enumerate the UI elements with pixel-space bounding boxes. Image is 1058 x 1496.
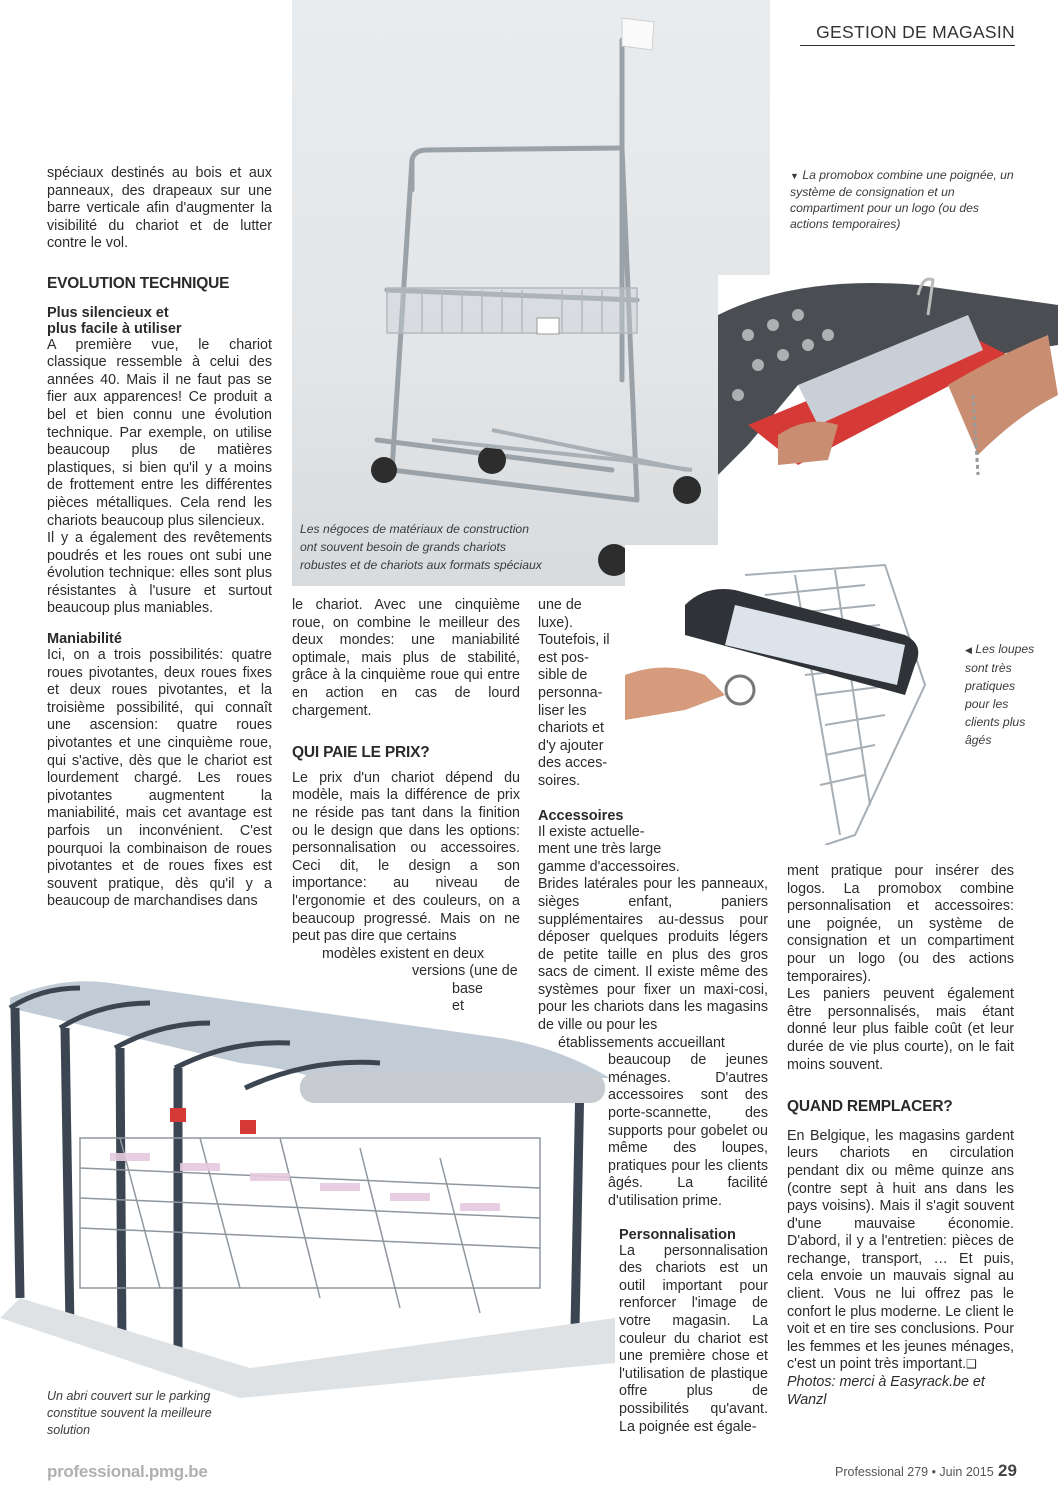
col2-tail-3: base et [452, 980, 484, 1015]
col2-tail-1: modèles existent en deux [322, 945, 485, 962]
heading-evolution: EVOLUTION TECHNIQUE [47, 274, 230, 292]
shelter-caption: Un abri couvert sur le parking constitue souvent la meilleure solution [47, 1389, 212, 1437]
col4-para-3 [787, 1128, 1014, 1374]
heading-replace: QUAND REMPLACER? [787, 1098, 953, 1116]
loupes-caption: ◀ Les loupes sont très pratiques pour les clients plus âgés [965, 642, 1035, 747]
col4-para-3-text: En Belgique, les magasins gardent leurs chariots en circulation pendant dix ou même quinze ans (contre sept à huit ans dans les pays voisins). Mais il s'agit souvent d'une mauvaise économie. D'abord, il y a l'entretien: pièces de rechange, transport, … Et puis, cela envoie un mauvais signal au client. Vous ne lui offrez pas le confort le plus moderne. Le client le voit et en tire ses conclusions. Pour les femmes et les jeunes ménages, c'est un point très important. [787, 1127, 1014, 1373]
promobox-photo [718, 275, 1058, 555]
subheading-accessoires: Accessoires [538, 807, 624, 824]
shelter-photo [0, 968, 615, 1400]
col3-line: des acces- [538, 755, 608, 772]
subheading-silent-1: Plus silencieux et [47, 304, 169, 321]
footer-site: professional.pmg.be [47, 1462, 208, 1481]
column-2 [292, 597, 520, 1016]
col3-para-2-indented: beaucoup de jeunes ménages. D'autres accessoires sont des porte-scannette, des supports pour gobelet ou même des loupes, pratiques pour les clients âgés. La facilité d'utilisation prime. [608, 1052, 768, 1209]
heading-price: QUI PAIE LE PRIX? [292, 744, 430, 762]
shelter-illustration [0, 968, 615, 1400]
subheading-maniabilite: Maniabilité [47, 631, 122, 648]
col2-tail-2: versions (une de [412, 963, 518, 980]
photo-credits: Photos: merci à Easyrack.be et Wanzl [787, 1374, 985, 1408]
col3-line: d'y ajouter [538, 737, 604, 754]
col4-para-2: Les paniers peuvent également être personnalisés, mais étant donné leur plus faible coût (et leur durée de vie plus courte), on le fait moins souvent. [787, 986, 1014, 1073]
subheading-personnalisation: Personnalisation [619, 1226, 736, 1243]
col3-acc-line-3: gamme d'accessoires. [538, 858, 680, 875]
col2-para-1: le chariot. Avec une cinquième roue, on combine le meilleur des deux mondes: une maniabilité optimale, mais plus de stabilité, grâce à la cinquième roue qui entre en action en cas de lourd chargement. [292, 597, 520, 719]
col3-narrow-block [538, 597, 613, 791]
trolley-photo [292, 0, 770, 586]
subheading-silent-2: plus facile à utiliser [47, 320, 182, 337]
col3-line: chariots et [538, 720, 604, 737]
col1-para-2: Il y a également des revêtements poudrés et les roues ont subi une évolution technique: elles sont plus résistantes à l'usure et surtout beaucoup plus maniables. [47, 530, 272, 617]
trolley-illustration [292, 0, 770, 586]
col3-line: est pos- [538, 649, 589, 666]
trolley-caption: Les négoces de matériaux de construction ont souvent besoin de grands chariots robustes et de chariots aux formats spéciaux [300, 522, 542, 572]
col2-para-2: Le prix d'un chariot dépend du modèle, mais la différence de prix ne réside pas tant dans la finition ou le design que dans les options: personnalisation ou accessoires. Ceci dit, le design a son importance: au niveau de l'ergonomie et des couleurs, on a beaucoup progressé. Mais on ne peut pas dire que certains [292, 769, 520, 945]
col3-line: liser les [538, 702, 587, 719]
column-4 [787, 863, 1014, 1409]
footer-page-number: 29 [998, 1461, 1017, 1480]
col3-line: sible de [538, 667, 588, 684]
column-3 [538, 597, 768, 1436]
col3-line: Toutefois, il [538, 632, 610, 649]
caret-down-icon: ▼ [790, 171, 799, 181]
promobox-caption: ▼ La promobox combine une poignée, un système de consignation et un compartiment pour un logo (ou des actions temporaires) [790, 168, 1014, 231]
caret-left-icon: ◀ [965, 645, 972, 655]
column-1 [47, 165, 272, 911]
section-header: GESTION DE MAGASIN [800, 22, 1015, 46]
col1-para-1: A première vue, le chariot classique ressemble à celui des années 40. Mais il ne faut pas se fier aux apparences! Ce produit a bel et bien connu une évolution technique. Par exemple, on utilise beaucoup plus de matières plastiques, si bien qu'il y a moins de frottement entre les différentes pièces métalliques. Cela rend les chariots beaucoup plus silencieux. [47, 336, 272, 529]
col3-line: personna- [538, 684, 603, 701]
col1-para-3: Ici, on a trois possibilités: quatre roues pivotantes, deux roues fixes et deux roues pivotantes, et la troisième possibilité, qui connaît une ascension: quatre roues pivotantes et une cinquième roue, qui s'active, dès que le chariot est lourdement chargé. Les roues pivotantes augmentent la maniabilité, mais cet avantage est parfois un inconvénient. C'est pourquoi la combinaison de roues pivotantes et de roues fixes est souvent pratique, dès qu'il y a beaucoup de marchandises dans [47, 647, 272, 910]
promobox-illustration [718, 275, 1058, 555]
col3-acc-line-2: ment une très large [538, 841, 662, 858]
col3-para-3: La personnalisation des chariots est un outil important pour renforcer l'image de votre magasin. La couleur du chariot est une première chose et l'utilisation de plastique offre plus de possibilités qu'avant. La poignée est égale- [619, 1242, 768, 1435]
col4-para-1: ment pratique pour insérer des logos. La promobox combine personnalisation et accessoires: une poignée, un système de consignation et un compartiment pour un logo (ou des actions temporaires). [787, 863, 1014, 985]
footer-issue: Professional 279 • Juin 2015 [835, 1465, 994, 1479]
col3-para-2: Brides latérales pour les panneaux, sièges enfant, paniers supplémentaires au-dessus pour déposer quelques produits légers de petite taille en plus des gros sacs de ciment. Il existe même des systèmes pour fixer un maxi-cosi, pour les chariots dans les magasins de ville ou pour les [538, 876, 768, 1034]
col3-line: une de luxe). [538, 597, 582, 631]
end-mark-icon: ❑ [966, 1357, 977, 1372]
col3-line: soires. [538, 772, 581, 789]
col3-acc-line-1: Il existe actuelle- [538, 823, 645, 840]
col3-indent-line: établissements accueillant [558, 1034, 725, 1051]
col1-intro: spéciaux destinés au bois et aux panneaux, des drapeaux sur une barre verticale afin d'augmenter la visibilité du chariot et de lutter contre le vol. [47, 165, 272, 252]
